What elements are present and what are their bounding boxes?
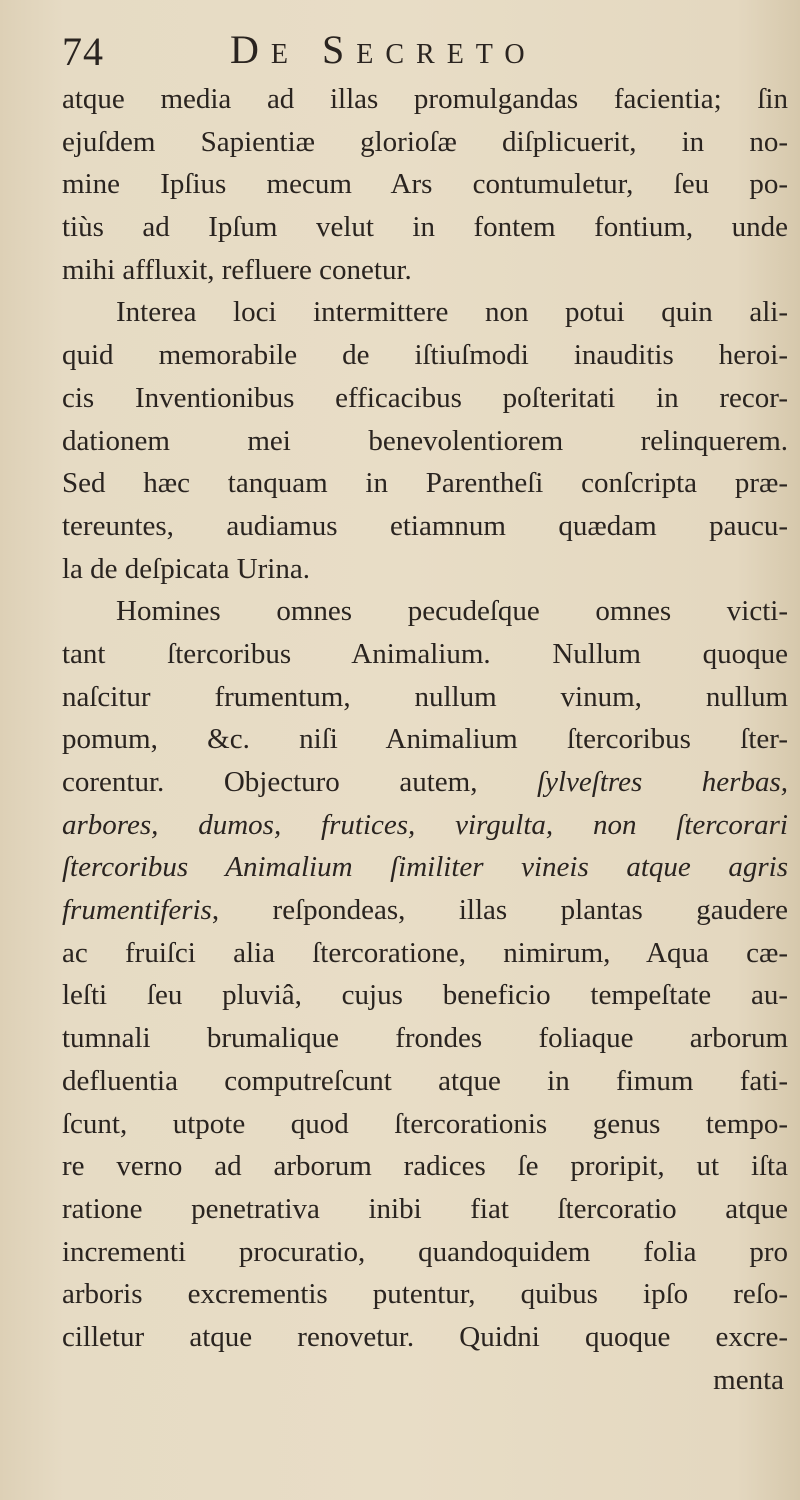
body-text bbox=[62, 78, 788, 1401]
text-line bbox=[62, 761, 788, 804]
text-span: corentur. Objecturo autem, bbox=[62, 766, 538, 798]
text-span: , reſpondeas, illas plantas gaudere bbox=[211, 894, 788, 927]
text-line bbox=[62, 291, 788, 334]
text-span: incrementi procuratio, quandoquidem folia pro bbox=[62, 1235, 788, 1268]
text-line bbox=[62, 462, 788, 505]
text-line bbox=[62, 1316, 788, 1359]
text-span: defluentia computreſcunt atque in fimum fati- bbox=[62, 1064, 788, 1097]
italic-text: frumentiferis bbox=[62, 894, 212, 927]
italic-text: ſylveſtres herbas, bbox=[537, 766, 788, 798]
text-span: quid memorabile de iſtiuſmodi inauditis heroi- bbox=[62, 339, 788, 372]
text-line bbox=[62, 1188, 788, 1231]
text-span: ſcunt, utpote quod ſtercorationis genus tempo- bbox=[62, 1107, 788, 1140]
text-span: cis Inventionibus efficacibus poſteritati in recor- bbox=[62, 381, 788, 414]
text-line bbox=[62, 889, 788, 932]
text-line bbox=[62, 1231, 788, 1274]
text-line bbox=[62, 334, 788, 377]
italic-text: ſtercoribus Animalium ſimiliter vineis atque agris bbox=[62, 851, 788, 884]
text-span: atque media ad illas promulgandas facientia; ſin bbox=[62, 83, 788, 115]
running-head: De Secreto bbox=[230, 27, 537, 72]
text-line bbox=[62, 1060, 788, 1103]
text-span: leſti ſeu pluviâ, cujus beneficio tempeſtate au- bbox=[62, 979, 788, 1012]
text-line bbox=[62, 804, 788, 847]
text-line bbox=[62, 718, 788, 761]
text-span: ratione penetrativa inibi fiat ſtercoratio atque bbox=[62, 1192, 788, 1225]
text-line bbox=[62, 78, 788, 121]
text-span: tumnali brumalique frondes foliaque arborum bbox=[62, 1022, 788, 1055]
text-span: mihi affluxit, refluere conetur. bbox=[62, 253, 412, 286]
text-span: tiùs ad Ipſum velut in fontem fontium, unde bbox=[62, 211, 788, 244]
catchword: menta bbox=[713, 1363, 784, 1396]
page-number: 74 bbox=[62, 29, 104, 74]
text-span: cilletur atque renovetur. Quidni quoque excre- bbox=[62, 1320, 788, 1353]
text-line bbox=[62, 1273, 788, 1316]
text-span: arboris excrementis putentur, quibus ipſo reſo- bbox=[62, 1278, 788, 1311]
text-span: re verno ad arborum radices ſe proripit, ut iſta bbox=[62, 1150, 788, 1183]
italic-text: arbores, dumos, frutices, virgulta, non ſtercorari bbox=[62, 808, 788, 841]
text-span: naſcitur frumentum, nullum vinum, nullum bbox=[62, 680, 788, 713]
text-line bbox=[62, 505, 788, 548]
text-span: tereuntes, audiamus etiamnum quædam paucu- bbox=[62, 509, 788, 542]
text-span: Homines omnes pecudeſque omnes victi- bbox=[116, 595, 788, 628]
text-span: Sed hæc tanquam in Parentheſi conſcripta præ- bbox=[62, 467, 788, 500]
text-line bbox=[62, 420, 788, 463]
text-line bbox=[62, 932, 788, 975]
text-line bbox=[62, 377, 788, 420]
text-line bbox=[62, 548, 788, 591]
page-header bbox=[62, 26, 742, 86]
text-line bbox=[62, 249, 788, 292]
text-line bbox=[62, 206, 788, 249]
text-span: Interea loci intermittere non potui quin ali- bbox=[116, 296, 788, 329]
text-line bbox=[62, 676, 788, 719]
text-line bbox=[62, 846, 788, 889]
text-line bbox=[62, 121, 788, 164]
text-line bbox=[62, 1145, 788, 1188]
text-span: la de deſpicata Urina. bbox=[62, 552, 310, 585]
text-span: pomum, &c. niſi Animalium ſtercoribus ſter- bbox=[62, 723, 788, 756]
text-line bbox=[62, 1017, 788, 1060]
text-line bbox=[62, 163, 788, 206]
text-line bbox=[62, 974, 788, 1017]
text-line bbox=[62, 590, 788, 633]
text-line bbox=[62, 1103, 788, 1146]
text-line bbox=[62, 633, 788, 676]
text-span: ejuſdem Sapientiæ glorioſæ diſplicuerit, in no- bbox=[62, 125, 788, 158]
text-span: tant ſtercoribus Animalium. Nullum quoque bbox=[62, 637, 788, 670]
text-span: mine Ipſius mecum Ars contumuletur, ſeu po- bbox=[62, 168, 788, 201]
text-span: ac fruiſci alia ſtercoratione, nimirum, Aqua cæ- bbox=[62, 936, 788, 969]
text-span: dationem mei benevolentiorem relinquerem. bbox=[62, 424, 788, 457]
